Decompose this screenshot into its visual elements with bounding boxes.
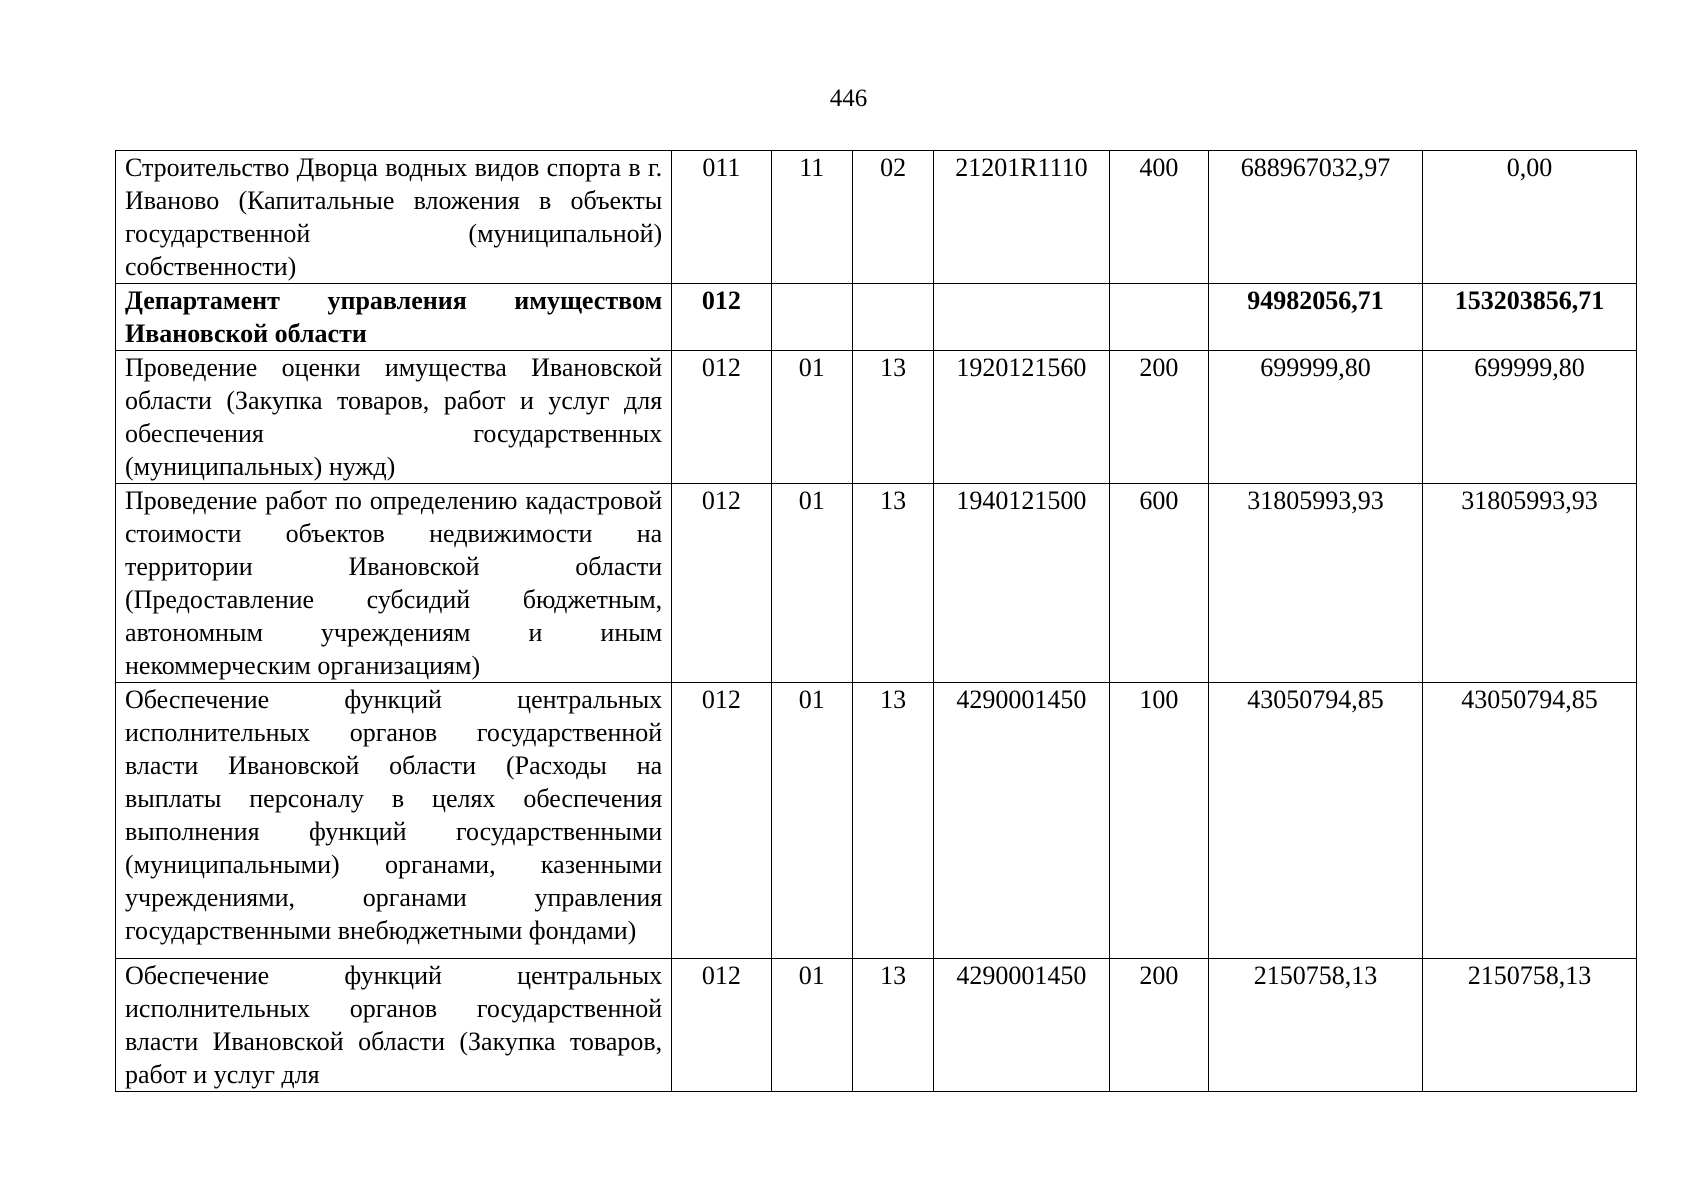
row-amount-year-1: 2150758,13 [1209,959,1423,1092]
row-amount-year-1: 31805993,93 [1209,484,1423,683]
row-ministry-code: 012 [672,284,771,351]
row-target-code: 4290001450 [934,959,1109,1092]
row-amount-year-2: 153203856,71 [1423,284,1637,351]
row-ministry-code: 012 [672,484,771,683]
row-subsection-code: 02 [852,151,933,284]
row-section-code: 01 [771,959,852,1092]
row-subsection-code: 13 [852,683,933,959]
row-amount-year-1: 699999,80 [1209,351,1423,484]
table-row [116,959,1637,1092]
row-ministry-code: 012 [672,351,771,484]
row-amount-year-1: 94982056,71 [1209,284,1423,351]
row-section-code: 01 [771,351,852,484]
row-amount-year-2: 2150758,13 [1423,959,1637,1092]
row-subsection-code: 13 [852,959,933,1092]
row-expense-type-code: 600 [1109,484,1208,683]
row-expense-type-code [1109,284,1208,351]
row-subsection-code: 13 [852,484,933,683]
row-section-code: 01 [771,484,852,683]
row-amount-year-2: 0,00 [1423,151,1637,284]
row-name-cell: Строительство Дворца водных видов спорта в г. Иваново (Капитальные вложения в объекты государственной (муниципальной) собственности) [116,151,672,284]
table-row [116,683,1637,959]
row-expense-type-code: 100 [1109,683,1208,959]
row-subsection-code: 13 [852,351,933,484]
row-section-code: 11 [771,151,852,284]
row-section-code [771,284,852,351]
row-target-code: 1920121560 [934,351,1109,484]
table-row [116,484,1637,683]
row-target-code: 21201R1110 [934,151,1109,284]
row-name-cell: Обеспечение функций центральных исполнительных органов государственной власти Ивановской области (Закупка товаров, работ и услуг для [116,959,672,1092]
row-ministry-code: 012 [672,959,771,1092]
row-expense-type-code: 200 [1109,959,1208,1092]
row-amount-year-1: 688967032,97 [1209,151,1423,284]
budget-table [115,150,1637,1092]
row-target-code: 4290001450 [934,683,1109,959]
row-subsection-code [852,284,933,351]
row-ministry-code: 012 [672,683,771,959]
row-amount-year-1: 43050794,85 [1209,683,1423,959]
table-row [116,351,1637,484]
row-name-cell: Департамент управления имуществом Ивановской области [116,284,672,351]
row-amount-year-2: 699999,80 [1423,351,1637,484]
row-name-cell: Обеспечение функций центральных исполнительных органов государственной власти Ивановской области (Расходы на выплаты персоналу в целях обеспечения выполнения функций государственными (муниципальными) органами, казенными учреждениями, органами управления государственными внебюджетными фондами) [116,683,672,959]
row-section-code: 01 [771,683,852,959]
row-name-cell: Проведение оценки имущества Ивановской области (Закупка товаров, работ и услуг для обеспечения государственных (муниципальных) нужд) [116,351,672,484]
row-target-code: 1940121500 [934,484,1109,683]
row-ministry-code: 011 [672,151,771,284]
row-expense-type-code: 200 [1109,351,1208,484]
table-row [116,284,1637,351]
row-amount-year-2: 43050794,85 [1423,683,1637,959]
row-target-code [934,284,1109,351]
row-amount-year-2: 31805993,93 [1423,484,1637,683]
row-name-cell: Проведение работ по определению кадастровой стоимости объектов недвижимости на территории Ивановской области (Предоставление субсидий бюджетным, автономным учреждениям и иным некоммерческим организациям) [116,484,672,683]
row-expense-type-code: 400 [1109,151,1208,284]
table-row [116,151,1637,284]
page-number: 446 [829,85,868,112]
